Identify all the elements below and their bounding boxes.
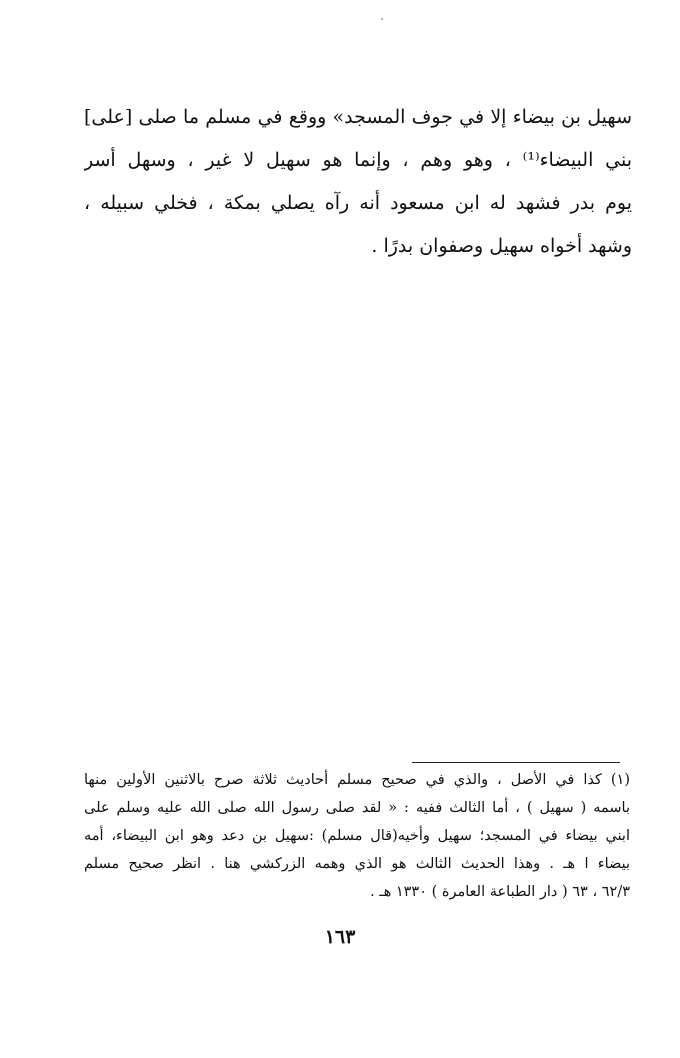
body-line: يوم بدر فشهد له ابن مسعود أنه رآه يصلي بمكة ، فخلي سبيله ، xyxy=(84,192,632,214)
footnotes xyxy=(84,766,630,906)
page-number: ١٦٣ xyxy=(324,926,356,948)
footnote-line: باسمه ( سهيل ) ، أما الثالث ففيه : « لقد صلى رسول الله صلى الله عليه وسلم على xyxy=(84,800,630,816)
footnote-line: (١) كذا في الأصل ، والذي في صحيح مسلم أحاديث ثلاثة صرح بالاثنين الأولين منها xyxy=(84,772,630,788)
body-line: بني البيضاء⁽¹⁾ ، وهو وهم ، وإنما هو سهيل لا غير ، وسهل أسر xyxy=(84,149,632,171)
scan-speck xyxy=(381,18,383,20)
main-text xyxy=(84,96,632,268)
body-line: وشهد أخواه سهيل وصفوان بدرًا . xyxy=(371,235,632,257)
footnote-line: ٦٢/٣ ، ٦٣ ( دار الطباعة العامرة ) ١٣٣٠ هـ . xyxy=(370,884,630,900)
footnote-line: ابني بيضاء في المسجد؛ سهيل وأخيه(قال مسلم) :سهيل بن دعد وهو ابن البيضاء، أمه xyxy=(84,828,630,844)
footnote-divider xyxy=(412,762,620,763)
footnote-line: بيضاء ا هـ . وهذا الحديث الثالث هو الذي وهمه الزركشي هنا . انظر صحيح مسلم xyxy=(84,856,630,872)
body-line: سهيل بن بيضاء إلا في جوف المسجد» ووقع في مسلم ما صلى [على] xyxy=(84,106,632,128)
